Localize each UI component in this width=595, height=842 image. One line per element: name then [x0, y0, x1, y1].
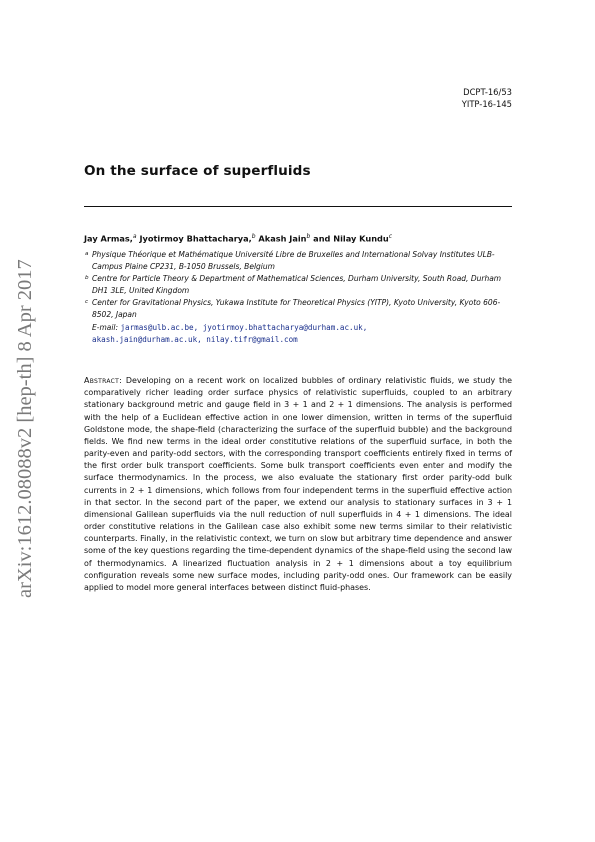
email-label: E-mail:	[92, 322, 119, 332]
author-list	[84, 233, 392, 244]
affiliations	[84, 249, 512, 346]
abstract	[84, 375, 512, 594]
title-rule-top	[84, 206, 512, 207]
affiliation-text: Center for Gravitational Physics, Yukawa Institute for Theoretical Physics (YITP), Kyoto University, Kyoto 606-8502, Japan	[92, 298, 501, 320]
paper-title: On the surface of superfluids	[84, 163, 311, 179]
author-affil-mark: c	[388, 233, 393, 240]
author-affil-mark: b	[251, 233, 256, 240]
report-number: DCPT-16/53	[463, 87, 512, 97]
author-name: Jay Armas,	[84, 233, 133, 244]
author-name: Nilay Kundu	[333, 233, 389, 244]
arxiv-identifier: arXiv:1612.08088v2 [hep-th] 8 Apr 2017	[14, 259, 36, 598]
abstract-text: Developing on a recent work on localized bubbles of ordinary relativistic fluids, we study the comparatively richer leading order surface physics of relativistic superfluids, coupled to an arbitrary stationary background metric and gauge field in 3 + 1 and 2 + 1 dimensions. The analysis is performed with the help of a Euclidean effective action in one lower dimension, written in terms of the superfluid Goldstone mode, the shape-field (characterizing the surface of the superfluid bubble) and the background fields. We find new terms in the ideal order constitutive relations of the superfluid surface, in both the parity-even and parity-odd sectors, with the corresponding transport coefficients entirely fixed in terms of the first order bulk transport coefficients. Some bulk transport coefficients even enter and modify the surface thermodynamics. In the process, we also evaluate the stationary first order parity-odd bulk currents in 2 + 1 dimensions, which follows from four independent terms in the superfluid effective action in that sector. In the second part of the paper, we extend our analysis to stationary surfaces in 3 + 1 dimensional Galilean superfluids via the null reduction of null superfluids in 4 + 1 dimensions. The ideal order constitutive relations in the Galilean case also exhibit some new terms similar to their relativistic counterparts. Finally, in the relativistic context, we turn on slow but arbitrary time dependence and answer some of the key questions regarding the time-dependent dynamics of the shape-field using the second law of thermodynamics. A linearized fluctuation analysis in 2 + 1 dimensions about a toy equilibrium configuration reveals some new surface modes, including parity-odd ones. Our framework can be easily applied to model more general interfaces between distinct fluid-phases.	[84, 376, 512, 592]
affiliation-text: Centre for Particle Theory & Department of Mathematical Sciences, Durham University, South Road, Durham DH1 3LE, United Kingdom	[92, 274, 502, 296]
email-links-line1[interactable]: jarmas@ulb.ac.be, jyotirmoy.bhattacharya@durham.ac.uk,	[120, 322, 368, 332]
report-numbers	[462, 86, 512, 110]
affiliation	[84, 273, 512, 297]
report-number: YITP-16-145	[461, 99, 512, 109]
author-affil-mark: b	[306, 233, 311, 240]
affiliation-mark: b	[85, 275, 89, 282]
abstract-label: Abstract:	[84, 376, 123, 385]
email-block	[84, 322, 512, 334]
affiliation	[84, 249, 512, 273]
affiliation-text: Physique Théorique et Mathématique Université Libre de Bruxelles and International Solvay Institutes ULB-Campus Plaine CP231, B-1050 Brussels, Belgium	[92, 250, 495, 272]
author-affil-mark: a	[132, 233, 137, 240]
email-block-2	[84, 334, 512, 346]
author-conjunction: and	[313, 233, 331, 244]
email-links-line2[interactable]: akash.jain@durham.ac.uk, nilay.tifr@gmail.com	[92, 334, 298, 344]
affiliation-mark: c	[85, 299, 89, 306]
affiliation-mark: a	[85, 251, 89, 257]
arxiv-side-stamp	[14, 259, 44, 598]
author-name: Jyotirmoy Bhattacharya,	[139, 233, 252, 244]
author-name: Akash Jain	[258, 233, 307, 244]
affiliation	[84, 297, 512, 321]
